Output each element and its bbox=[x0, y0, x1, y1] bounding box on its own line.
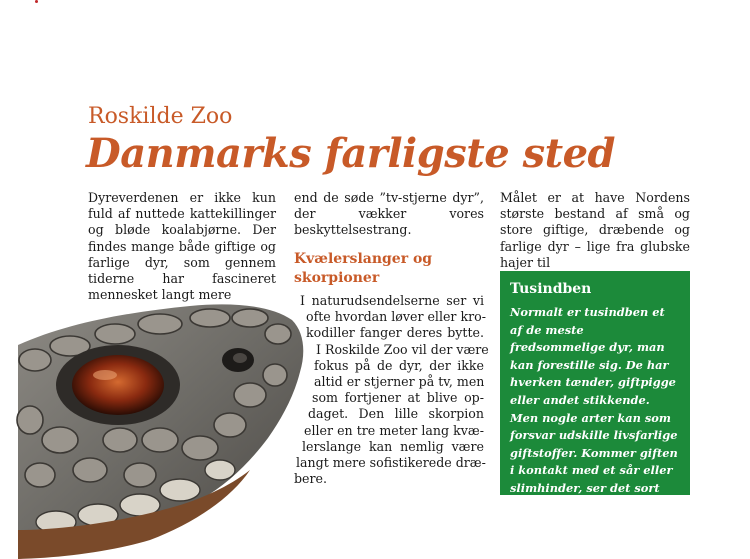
column-1 bbox=[88, 190, 276, 303]
body-line: eller en tre meter lang kvæ- bbox=[304, 422, 484, 438]
body-line: daget. Den lille skorpion bbox=[308, 406, 484, 422]
column-2-body bbox=[294, 293, 489, 487]
factbox-title: Tusindben bbox=[510, 281, 592, 297]
column-3 bbox=[500, 190, 690, 271]
factbox-text: Normalt er tusindben et af de meste fredsommelige dyr, man kan forestille sig. De har hverken tænder, giftpigge eller andet stikkende. Men nogle arter kan som forsvar udskille livsfarlige giftstoffer. Kommer giften i kontakt med et sår eller slimhinder, ser det sort ud. bbox=[510, 305, 678, 513]
body-line: kodiller fanger deres bytte. bbox=[306, 325, 484, 341]
column-2 bbox=[294, 190, 484, 239]
body-line: bere. bbox=[294, 471, 327, 487]
body-line: I naturudsendelserne ser vi bbox=[300, 293, 484, 308]
article-headline: Danmarks farligste sted bbox=[86, 130, 616, 177]
body-line: I Roskilde Zoo vil der være bbox=[316, 341, 489, 357]
body-line: ofte hvordan løver eller kro- bbox=[306, 309, 486, 325]
article-kicker: Roskilde Zoo bbox=[88, 104, 233, 129]
factbox bbox=[500, 271, 690, 513]
section-subheading: Kvælerslanger og skorpioner bbox=[294, 251, 433, 286]
column-1-text: Dyreverdenen er ikke kun fuld af nuttede kattekillinger og bløde koalabjørne. Der findes mange både giftige og farlige dyr, som gennem tiderne har fascineret mennesket langt mere bbox=[88, 190, 276, 303]
body-line: altid er stjerner på tv, men bbox=[314, 374, 485, 390]
snake-eye bbox=[72, 355, 164, 415]
body-line: lerslange kan nemlig være bbox=[302, 438, 484, 454]
body-line: fokus på de dyr, der ikke bbox=[314, 357, 484, 373]
column-2-text: end de søde ”tv-stjerne dyr”, der vækker vores beskyttelsestrang. bbox=[294, 190, 484, 238]
column-3-text: Målet er at have Nordens største bestand af små og store giftige, dræbende og farlige dyr – lige fra glubske hajer til bbox=[500, 190, 690, 270]
body-line: langt mere sofistikerede dræ- bbox=[296, 455, 486, 471]
body-line: som fortjener at blive op- bbox=[312, 390, 484, 406]
